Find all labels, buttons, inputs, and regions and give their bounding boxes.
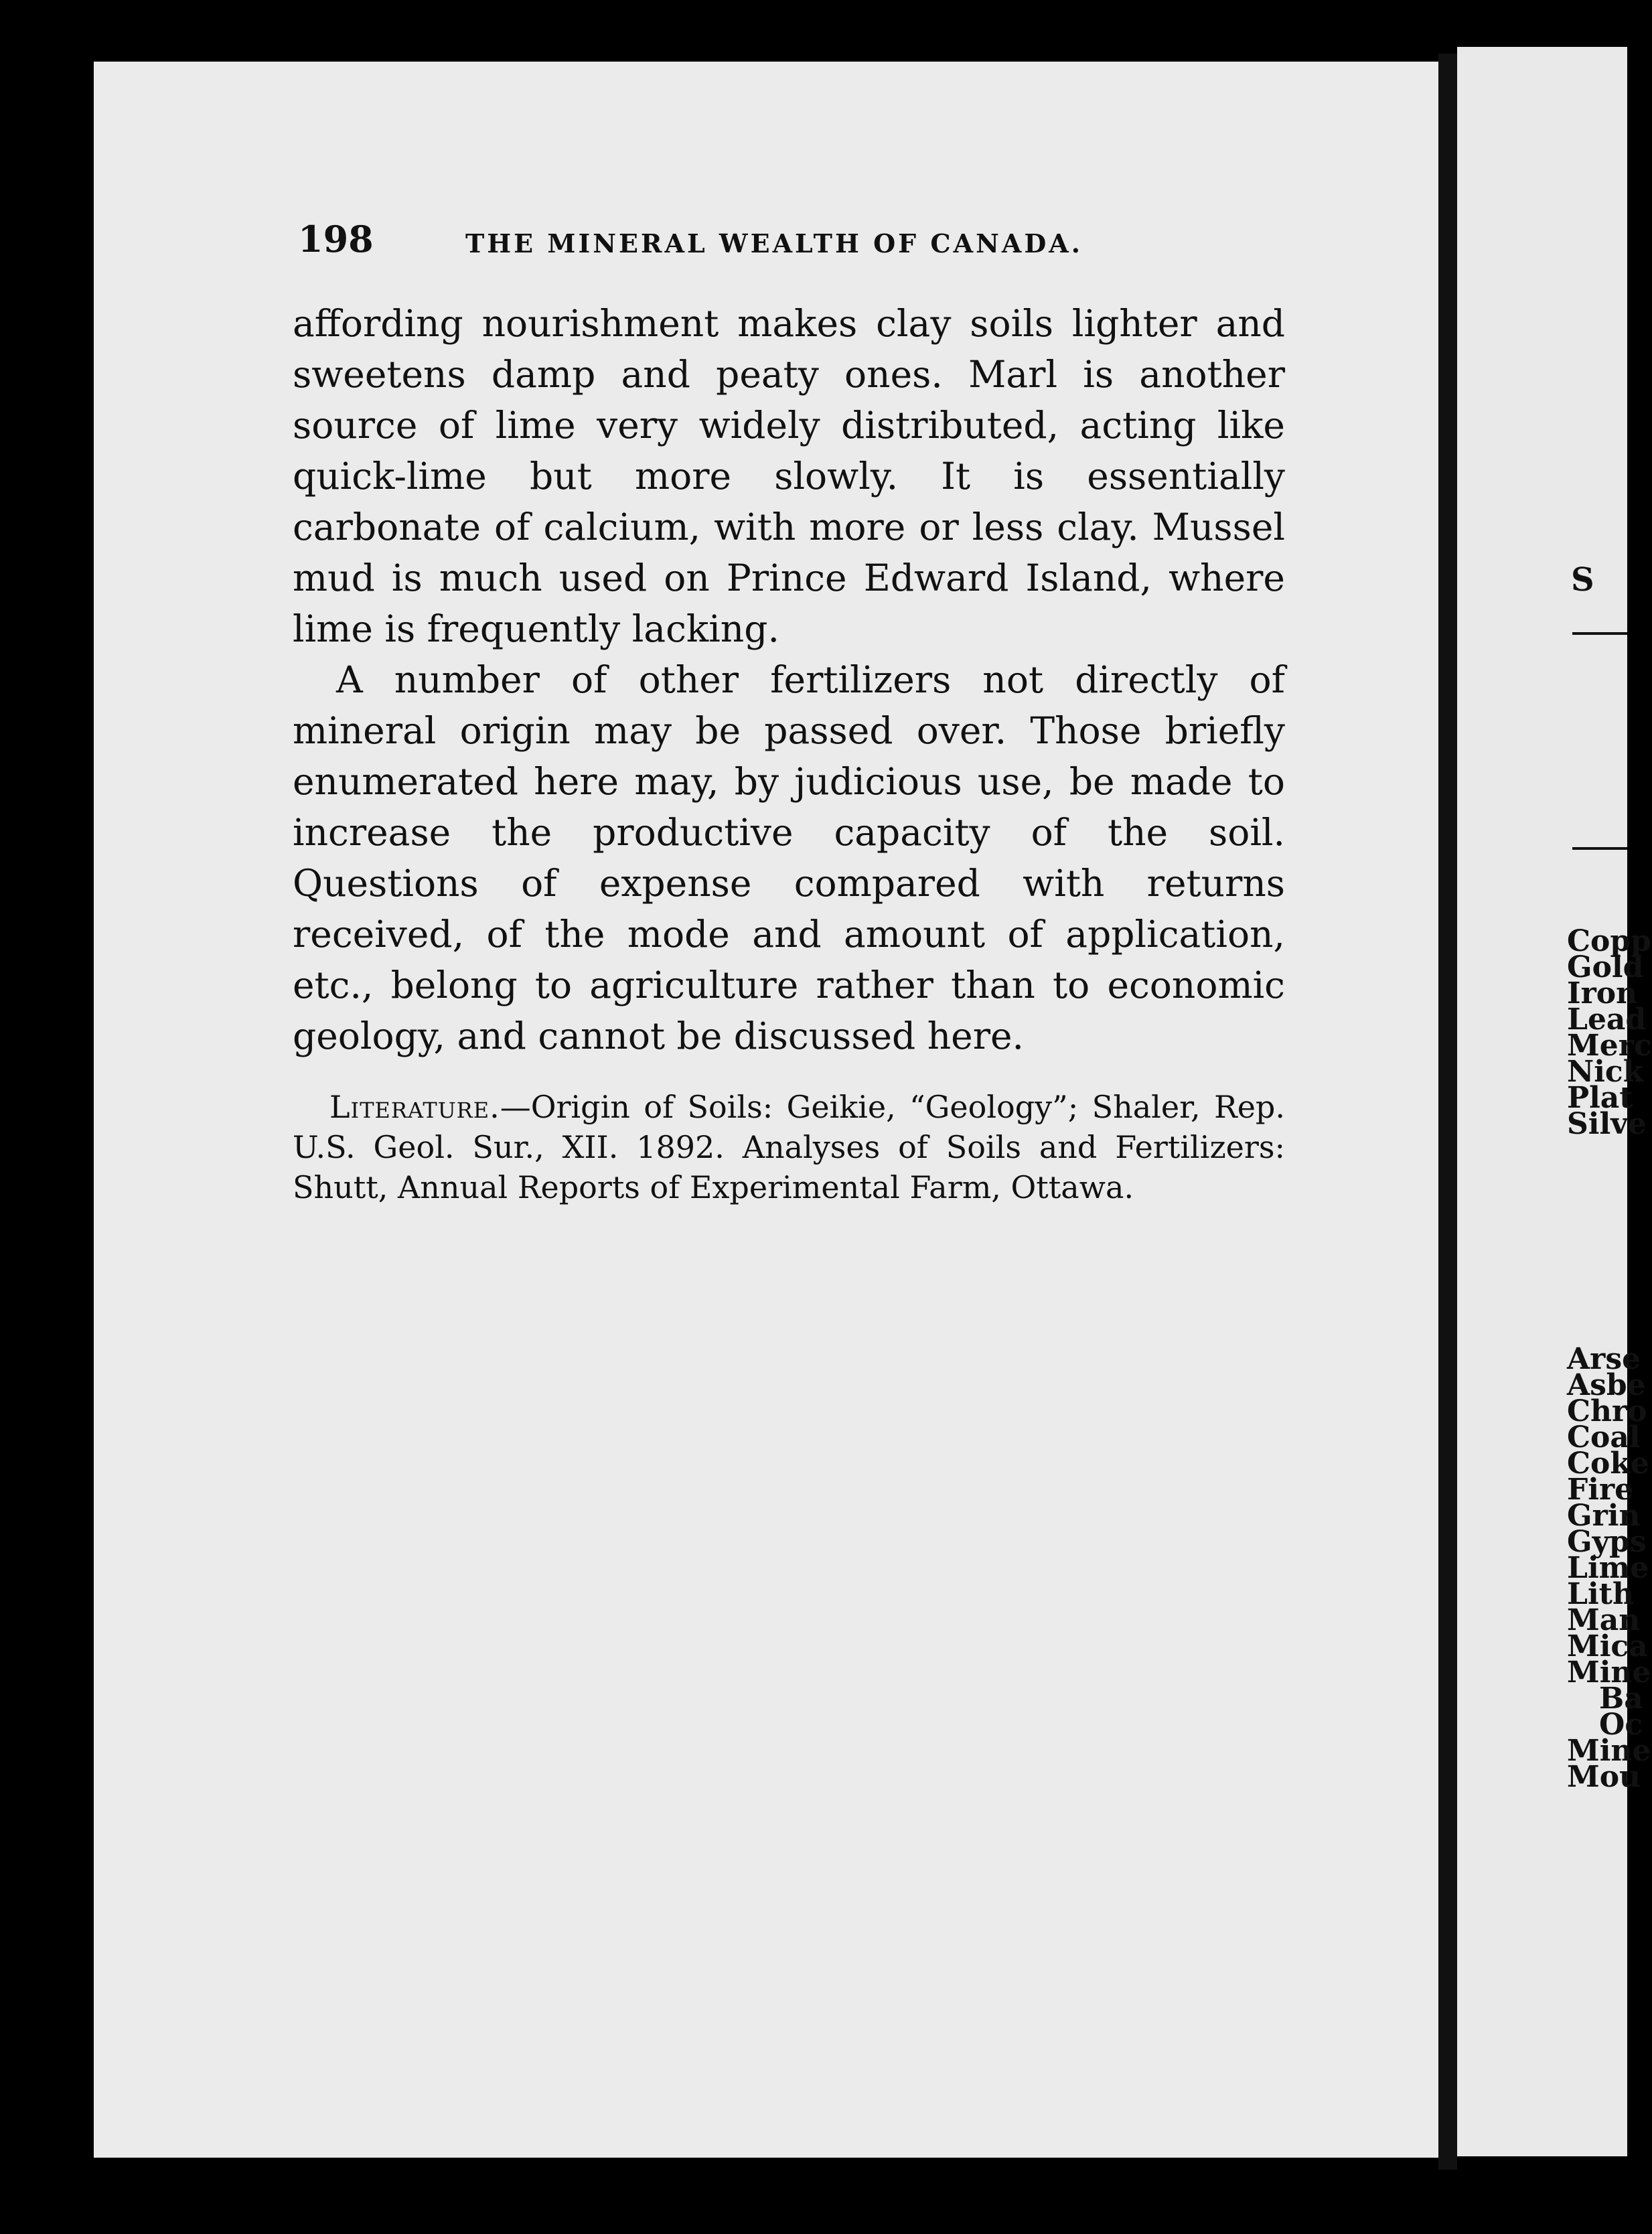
running-title: THE MINERAL WEALTH OF CANADA. (465, 228, 1083, 258)
right-page-list-item: Mou (1567, 1760, 1641, 1794)
right-page-list-item: Asbe (1567, 1368, 1646, 1402)
text-column (293, 298, 1285, 1238)
right-page-list-item: Merc (1567, 1029, 1652, 1063)
right-page-list-minerals (1567, 1342, 1651, 1794)
running-head (298, 218, 1302, 271)
literature-label: Literature. (329, 1089, 500, 1125)
book-gutter (1438, 54, 1457, 2170)
right-page-list-item: Chro (1567, 1394, 1647, 1428)
right-page-list-item: Silve (1567, 1107, 1647, 1141)
right-page-list-item: Coal (1567, 1420, 1641, 1455)
right-page-initial: S (1571, 561, 1594, 599)
right-page-list-item: Lime (1567, 1551, 1649, 1585)
right-page-list-item: Mine (1567, 1655, 1651, 1690)
right-page-rule-top (1572, 632, 1627, 635)
right-page-list-item: Man (1567, 1603, 1641, 1637)
page-number: 198 (298, 218, 374, 260)
right-page-list-item: Gold (1567, 950, 1644, 984)
right-page-list-item: Coke (1567, 1446, 1649, 1481)
literature-text: —Origin of Soils: Geikie, “Geology”; Shaler, Rep. U.S. Geol. Sur., XII. 1892. Analyses of Soils and Fertilizers: Shutt, Annual Reports of Experimental Farm, Ottawa. (293, 1089, 1285, 1205)
right-page-list-item: Ba (1599, 1682, 1643, 1716)
right-page-list-item: Plat (1567, 1081, 1633, 1115)
right-page-list-item: Gyps (1567, 1525, 1647, 1559)
right-page-rule-bottom (1572, 847, 1627, 850)
literature-note (293, 1087, 1285, 1207)
right-page-list-item: Lead (1567, 1002, 1647, 1037)
paragraph-continued: affording nourishment makes clay soils lighter and sweetens damp and peaty ones. Marl is another source of lime very widely distributed, acting like quick-lime but more slowly. It is essentially carbonate of calcium, with more or less clay. Mussel mud is much used on Prince Edward Island, where lime is frequently lacking. (293, 302, 1285, 650)
right-page-list-item: Mine (1567, 1734, 1651, 1768)
right-page-list-item: Oc (1599, 1708, 1643, 1742)
right-page-list-item: Copp (1567, 924, 1651, 958)
right-page-list-item: Grin (1567, 1499, 1641, 1533)
paragraph-fertilizers: A number of other fertilizers not directly of mineral origin may be passed over. Those briefly enumerated here may, by judicious use, be made to increase the productive capacity of the soil. Questions of expense compared with returns received, of the mode and amount of application, etc., belong to agriculture rather than to economic geology, and cannot be discussed here. (293, 658, 1285, 1057)
right-page-list-item: Fire (1567, 1473, 1634, 1507)
right-page-list-item: Arse (1567, 1342, 1641, 1376)
right-page-list-item: Mica (1567, 1629, 1648, 1663)
right-page-list-item: Lith (1567, 1577, 1634, 1611)
right-page-list-metals (1567, 924, 1652, 1141)
right-page-list-item: Iron (1567, 976, 1638, 1011)
right-page-list-item: Nick (1567, 1055, 1644, 1089)
